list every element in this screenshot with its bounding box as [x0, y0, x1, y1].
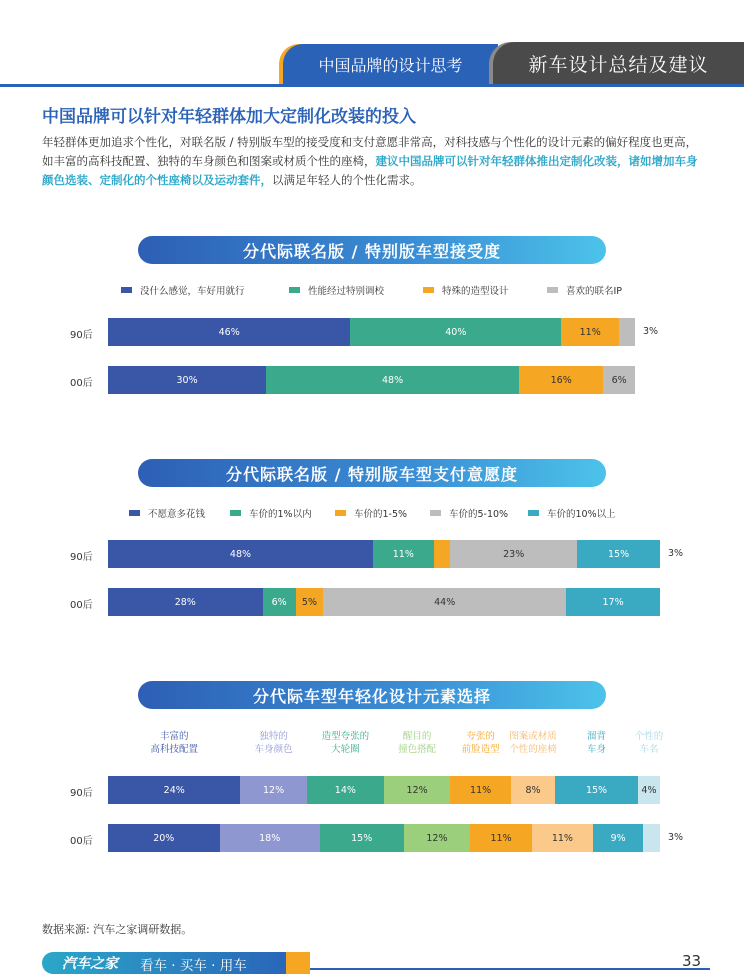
legend-swatch — [335, 510, 346, 516]
legend-swatch — [230, 510, 241, 516]
data-label: 28% — [174, 596, 196, 608]
data-label: 24% — [163, 784, 185, 796]
element-label: 造型夸张的 大轮圈 — [321, 731, 370, 755]
row-label: 90后 — [70, 330, 93, 341]
bar-segment — [266, 366, 519, 394]
stacked-bar — [108, 588, 660, 616]
legend-item — [430, 506, 508, 520]
element-label: 独特的 车身颜色 — [254, 731, 293, 755]
data-label: 11% — [470, 784, 492, 796]
legend-label: 车价的10%以上 — [547, 509, 616, 520]
bar-segment — [263, 588, 296, 616]
data-label: 15% — [585, 784, 608, 796]
bar-segment — [643, 824, 660, 852]
bar-segment — [404, 824, 471, 852]
data-label: 6% — [611, 374, 627, 386]
stacked-bar — [108, 366, 635, 394]
data-label: 12% — [263, 784, 285, 796]
row-label: 90后 — [70, 788, 93, 799]
bar-segment — [323, 588, 566, 616]
bar-segment — [320, 824, 404, 852]
data-label: 14% — [334, 784, 356, 796]
paragraph-text-end: 以满足年轻人的个性化需求。 — [272, 173, 422, 187]
paragraph-text: 年轻群体更加追求个性化，对联名版 / 特别版车型的接受度和支付意愿非常高，对科技感与个性化的设计元素的偏好程度也更高，如丰富的高科技配置、独特的车身颜色和图案或材质个性的座椅， — [42, 135, 698, 168]
legend-swatch — [430, 510, 441, 516]
bar-segment — [555, 776, 638, 804]
legend-swatch — [121, 287, 132, 293]
chart-title-2: 分代际联名版 / 特别版车型支付意愿度 — [138, 459, 606, 487]
element-label: 丰富的 高科技配置 — [150, 731, 198, 755]
legend-label: 车价的1%以内 — [249, 509, 312, 520]
bar-segment — [577, 540, 660, 568]
chart-title-3: 分代际车型年轻化设计元素选择 — [138, 681, 606, 709]
stacked-bar — [108, 318, 635, 346]
chapter-tab[interactable]: 新车设计总结及建议 — [493, 42, 744, 84]
bar-segment — [384, 776, 450, 804]
stacked-bar — [108, 824, 660, 852]
data-label: 20% — [153, 832, 175, 844]
bar-segment — [108, 824, 220, 852]
bar-segment — [108, 540, 373, 568]
element-label: 醒目的 撞色搭配 — [398, 731, 437, 755]
bar-segment — [519, 366, 603, 394]
data-label: 11% — [392, 548, 414, 560]
bar-segment — [108, 318, 350, 346]
data-label: 4% — [641, 784, 657, 796]
bar-segment — [434, 540, 451, 568]
element-label: 溜背 车身 — [587, 731, 607, 755]
row-label: 00后 — [70, 600, 93, 611]
legend-label: 车价的5-10% — [449, 509, 509, 520]
legend-item — [129, 506, 205, 520]
bar-segment — [108, 588, 263, 616]
legend-swatch — [129, 510, 140, 516]
footer-accent — [286, 952, 310, 974]
bar-segment — [470, 824, 531, 852]
bar-segment — [307, 776, 384, 804]
data-label: 44% — [434, 596, 456, 608]
legend-swatch — [289, 287, 300, 293]
data-label: 11% — [490, 832, 512, 844]
bar-segment — [450, 776, 511, 804]
data-label: 15% — [351, 832, 373, 844]
chart-title-1: 分代际联名版 / 特别版车型接受度 — [138, 236, 606, 264]
legend-item — [423, 283, 509, 297]
data-label: 11% — [579, 326, 601, 338]
footer-divider — [310, 968, 710, 970]
legend-item — [547, 283, 622, 297]
intro-paragraph — [42, 133, 704, 190]
data-label: 5% — [301, 596, 317, 608]
element-label: 夸张的 前脸造型 — [461, 731, 500, 755]
data-label: 23% — [503, 548, 525, 560]
data-label: 16% — [550, 374, 572, 386]
data-label: 6% — [271, 596, 287, 608]
data-label: 48% — [229, 548, 252, 560]
data-label: 46% — [218, 326, 240, 338]
footer-slogan: 看车 · 买车 · 用车 — [140, 958, 247, 974]
bar-segment — [450, 540, 577, 568]
data-label: 9% — [610, 832, 626, 844]
bar-segment — [593, 824, 643, 852]
legend-item — [335, 506, 407, 520]
bar-segment — [373, 540, 434, 568]
legend-label: 车价的1-5% — [354, 509, 408, 520]
page-number: 33 — [682, 952, 702, 970]
stacked-bar — [108, 776, 660, 804]
legend-label: 特殊的造型设计 — [442, 286, 509, 297]
element-label: 图案或材质 个性的座椅 — [509, 731, 557, 755]
data-label: 30% — [176, 374, 198, 386]
bar-segment — [532, 824, 593, 852]
bar-segment — [561, 318, 619, 346]
source-note: 数据来源: 汽车之家调研数据。 — [42, 923, 193, 936]
footer-logo[interactable]: 汽车之家 — [62, 956, 118, 972]
bar-segment — [108, 366, 266, 394]
data-label: 48% — [382, 374, 404, 386]
data-label: 12% — [426, 832, 448, 844]
legend-item — [230, 506, 312, 520]
legend-label: 不愿意多花钱 — [148, 509, 206, 520]
stacked-bar — [108, 540, 660, 568]
data-label: 3% — [668, 832, 684, 843]
bar-segment — [638, 776, 660, 804]
legend-label: 没什么感觉，车好用就行 — [140, 286, 245, 297]
data-label: 11% — [551, 832, 573, 844]
row-label: 90后 — [70, 552, 93, 563]
legend-label: 性能经过特别调校 — [308, 286, 385, 297]
row-label: 00后 — [70, 836, 93, 847]
legend-swatch — [528, 510, 539, 516]
bar-segment — [619, 318, 635, 346]
legend-label: 喜欢的联名IP — [566, 286, 623, 297]
bar-segment — [603, 366, 635, 394]
page-heading: 中国品牌可以针对年轻群体加大定制化改装的投入 — [42, 107, 416, 127]
data-label: 3% — [643, 326, 659, 337]
bar-segment — [220, 824, 320, 852]
bar-segment — [350, 318, 561, 346]
legend-item — [528, 506, 616, 520]
data-label: 18% — [259, 832, 281, 844]
row-label: 00后 — [70, 378, 93, 389]
legend-item — [289, 283, 384, 297]
data-label: 3% — [668, 548, 684, 559]
data-label: 15% — [608, 548, 630, 560]
data-label: 12% — [406, 784, 428, 796]
section-tab[interactable]: 中国品牌的设计思考 — [283, 44, 498, 84]
legend-swatch — [423, 287, 434, 293]
data-label: 17% — [602, 596, 624, 608]
bar-segment — [240, 776, 306, 804]
paragraph-highlight: 建议中国品牌可以针对年轻群体推出定制化改装，诸如增加车身颜色选装、定制化的个性座椅以及运动套件， — [42, 154, 698, 187]
data-label: 40% — [445, 326, 467, 338]
bar-segment — [296, 588, 324, 616]
bar-segment — [566, 588, 660, 616]
data-label: 8% — [525, 784, 541, 796]
legend-swatch — [547, 287, 558, 293]
header-divider — [0, 84, 744, 87]
element-label: 个性的 车名 — [634, 731, 664, 755]
bar-segment — [108, 776, 240, 804]
legend-item — [121, 283, 245, 297]
bar-segment — [511, 776, 555, 804]
